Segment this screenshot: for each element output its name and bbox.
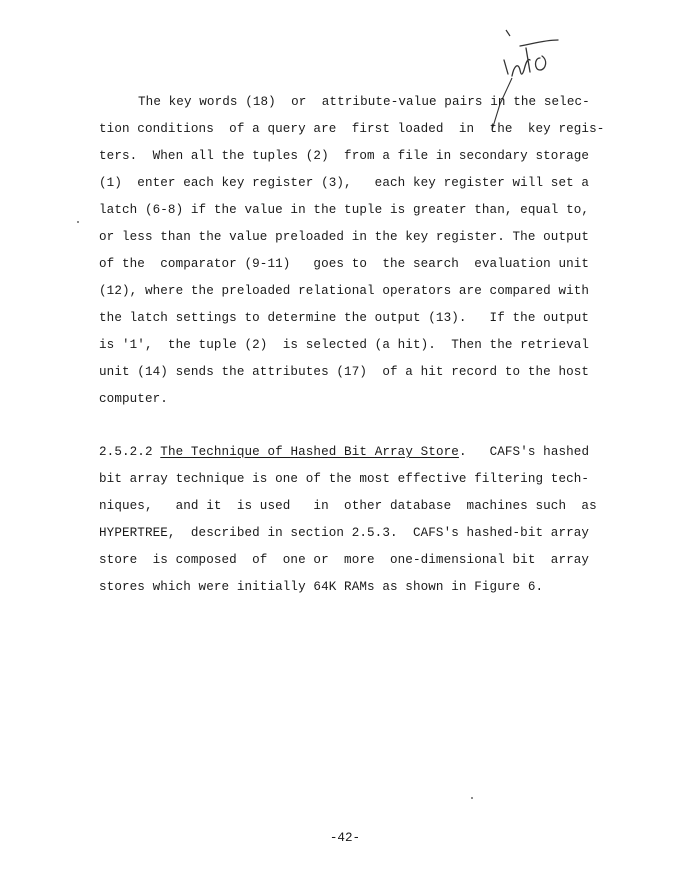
paragraph-1-line-3: ters. When all the tuples (2) from a file in secondary storage	[99, 149, 590, 163]
paragraph-2-line-2: bit array technique is one of the most effective filtering tech-	[99, 472, 590, 486]
section-number: 2.5.2.2	[99, 445, 153, 459]
paragraph-1-line-7: of the comparator (9-11) goes to the search evaluation unit	[99, 257, 590, 271]
paragraph-1-line-12: computer.	[99, 392, 168, 406]
scan-speck	[471, 797, 473, 799]
paragraph-1-line-2: tion conditions of a query are first loaded in the key regis-	[99, 122, 605, 136]
paragraph-1-line-5: latch (6-8) if the value in the tuple is greater than, equal to,	[99, 203, 590, 217]
paragraph-2-line-6: stores which were initially 64K RAMs as shown in Figure 6.	[99, 580, 544, 594]
paragraph-1-line-11: unit (14) sends the attributes (17) of a hit record to the host	[99, 365, 590, 379]
section-title: The Technique of Hashed Bit Array Store	[160, 445, 459, 459]
paragraph-1-line-6: or less than the value preloaded in the key register. The output	[99, 230, 590, 244]
paragraph-1-line-1: The key words (18) or attribute-value pairs in the selec-	[138, 95, 590, 109]
section-heading-continuation: . CAFS's hashed	[458, 445, 590, 459]
paragraph-2-line-5: store is composed of one or more one-dimensional bit array	[99, 553, 590, 567]
paragraph-1-line-8: (12), where the preloaded relational operators are compared with	[99, 284, 590, 298]
scan-speck	[77, 221, 79, 223]
paragraph-2-line-4: HYPERTREE, described in section 2.5.3. CAFS's hashed-bit array	[99, 526, 590, 540]
section-heading-line	[99, 444, 610, 460]
paragraph-1-line-9: the latch settings to determine the output (13). If the output	[99, 311, 590, 325]
paragraph-1-line-4: (1) enter each key register (3), each key register will set a	[99, 176, 590, 190]
paragraph-2-line-3: niques, and it is used in other database machines such as	[99, 499, 597, 513]
paragraph-1-line-10: is '1', the tuple (2) is selected (a hit). Then the retrieval	[99, 338, 590, 352]
page-number: -42-	[329, 831, 361, 845]
